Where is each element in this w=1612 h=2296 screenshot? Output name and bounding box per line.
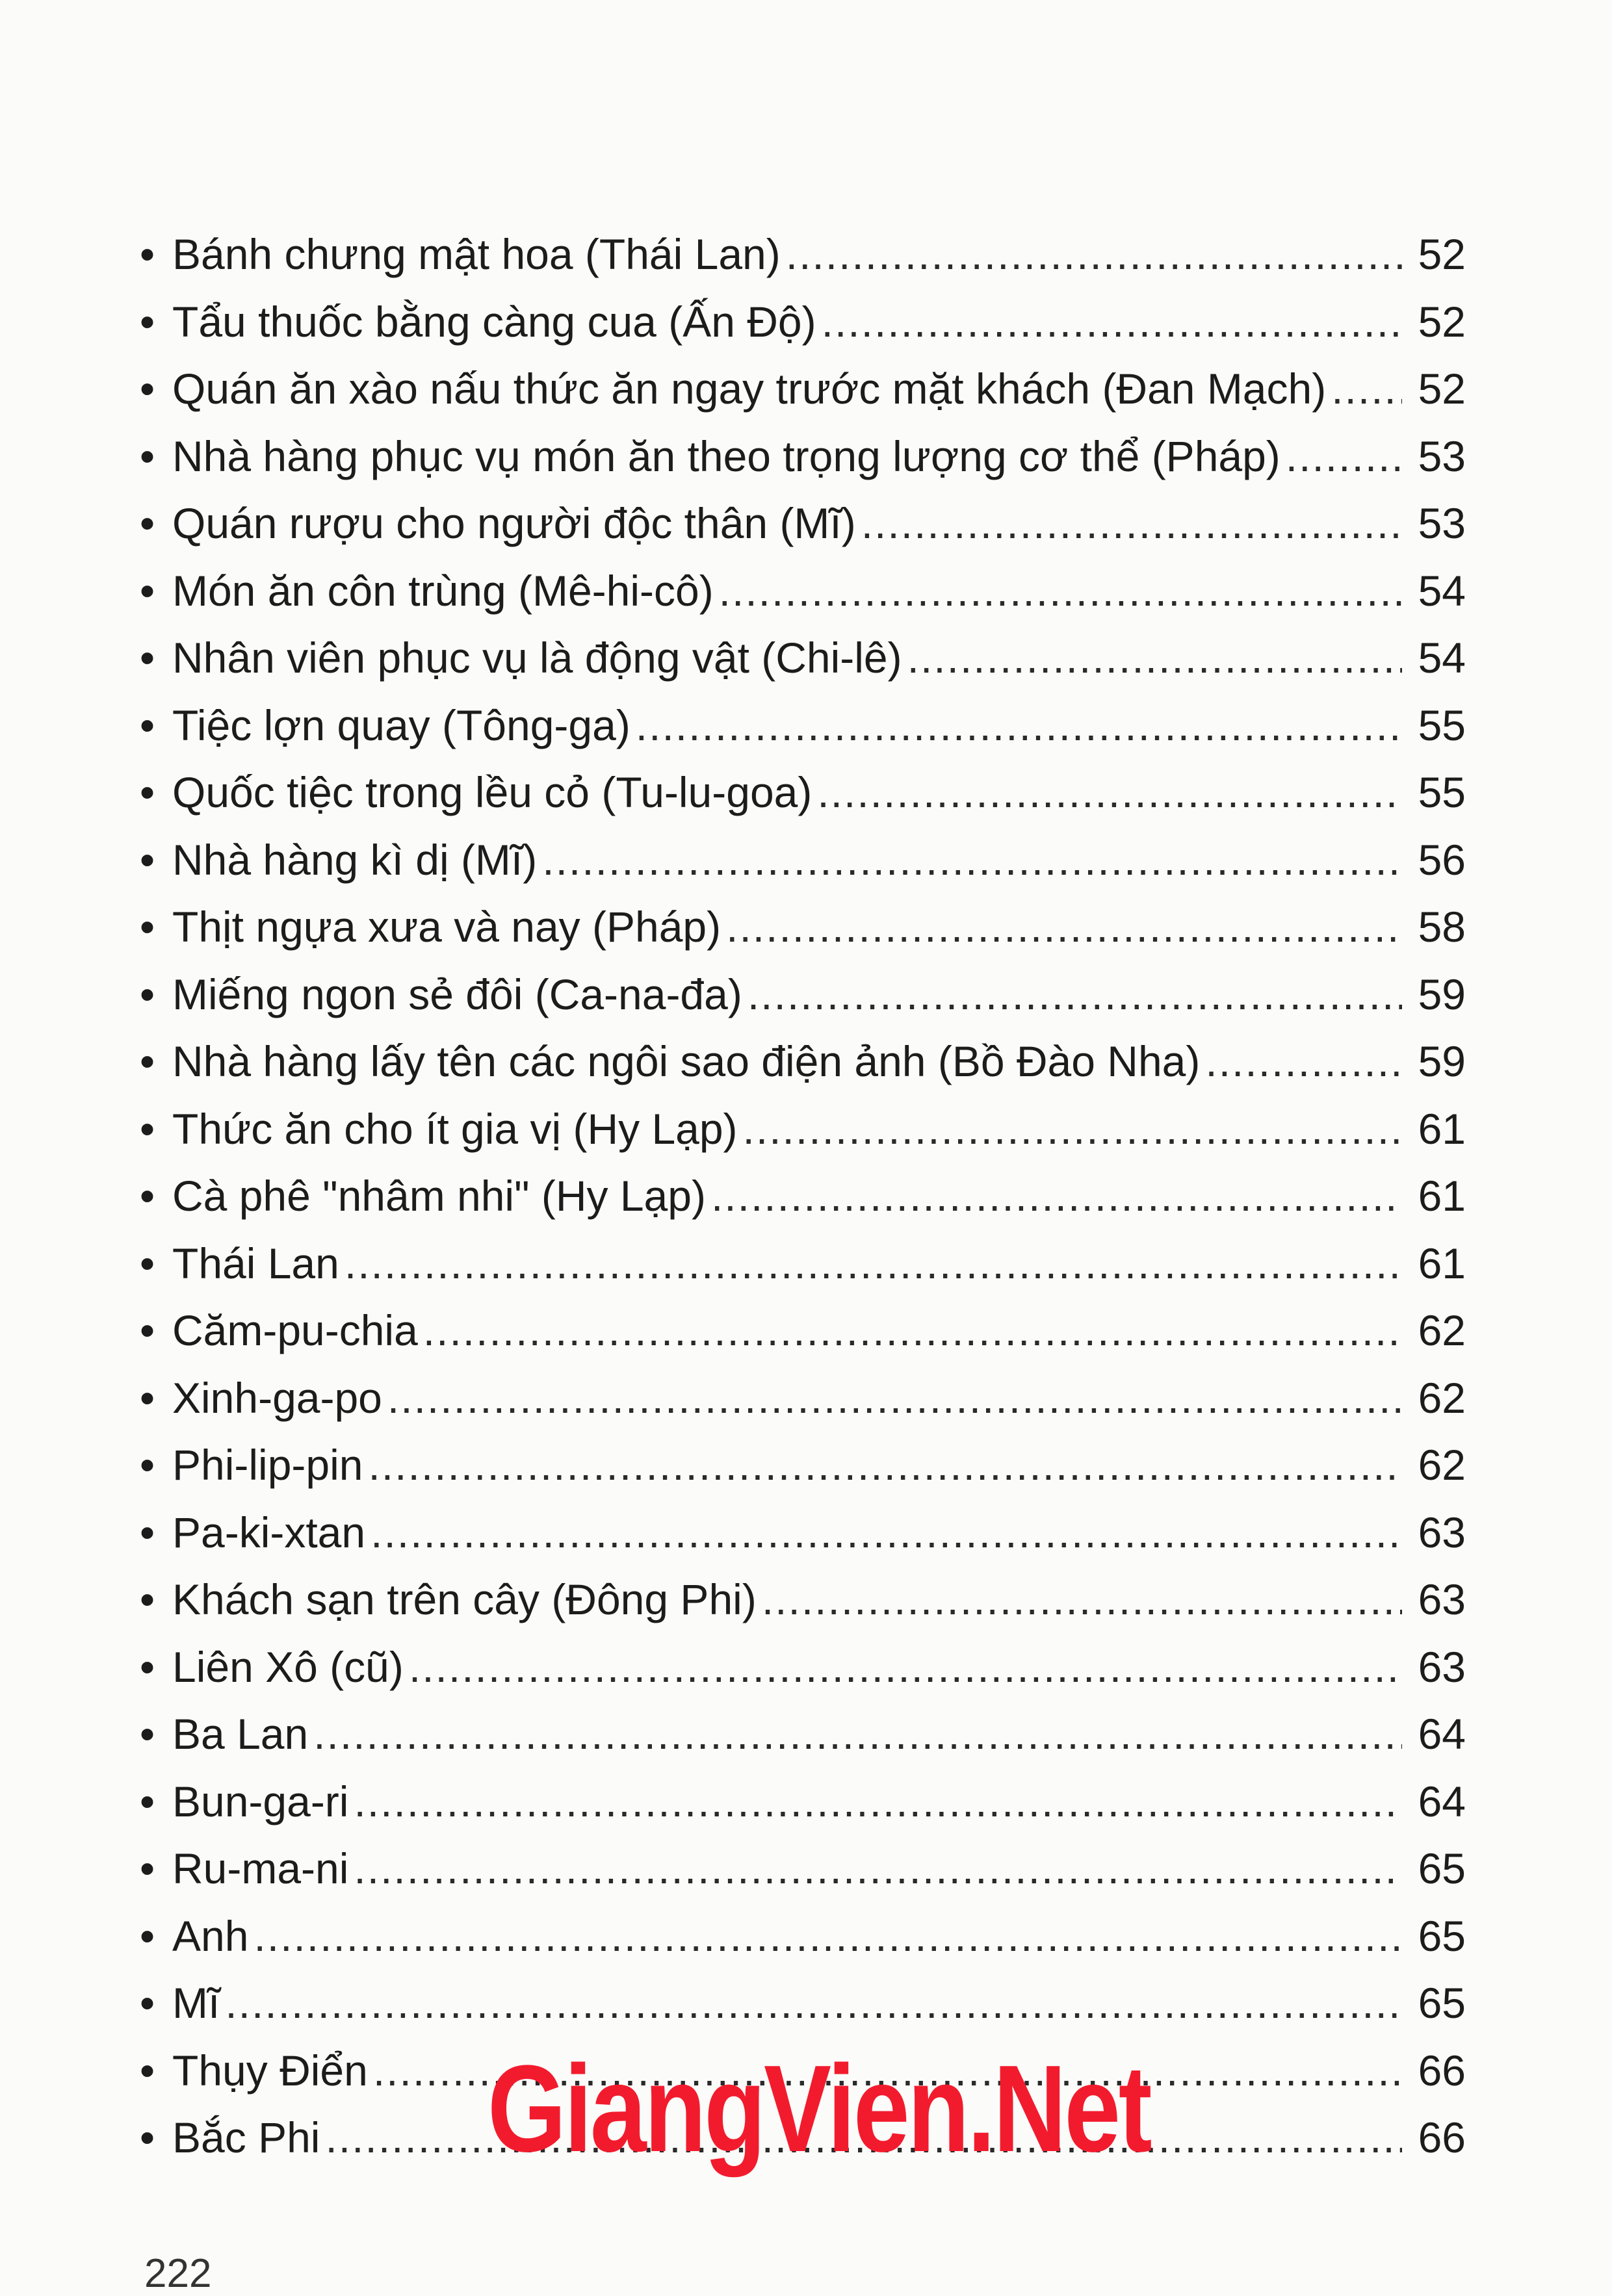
toc-entry-page: 66 <box>1418 2046 1466 2095</box>
bullet-icon: • <box>140 1306 155 1354</box>
toc-entry <box>140 1634 1466 1701</box>
toc-entry-page: 54 <box>1418 634 1466 682</box>
dot-leader <box>354 1835 1402 1903</box>
toc-entry-label: Xinh-ga-po <box>172 1373 382 1422</box>
toc-entry <box>140 355 1466 423</box>
toc-entry <box>140 827 1466 894</box>
bullet-icon: • <box>140 1777 155 1825</box>
bullet-icon: • <box>140 1575 155 1623</box>
bullet-icon: • <box>140 566 155 615</box>
toc-entry-label: Quốc tiệc trong lều cỏ (Tu-lu-goa) <box>172 768 812 816</box>
toc-entry-page: 53 <box>1418 499 1466 547</box>
bullet-icon: • <box>140 1710 155 1758</box>
dot-leader <box>368 1432 1402 1499</box>
toc-entry-label: Quán rượu cho người độc thân (Mĩ) <box>172 499 856 547</box>
toc-entry-label: Miếng ngon sẻ đôi (Ca-na-đa) <box>172 970 742 1018</box>
toc-entry-label: Thái Lan <box>172 1239 339 1287</box>
toc-entry-label: Bánh chưng mật hoa (Thái Lan) <box>172 230 781 278</box>
toc-entry-page: 65 <box>1418 1911 1466 1960</box>
toc-entry <box>140 692 1466 760</box>
toc-entry-label: Tẩu thuốc bằng càng cua (Ấn Độ) <box>172 297 816 346</box>
toc-entry <box>140 221 1466 289</box>
dot-leader <box>719 558 1402 625</box>
bullet-icon: • <box>140 1037 155 1085</box>
toc-entry-label: Bắc Phi <box>172 2113 320 2161</box>
toc-entry-page: 62 <box>1418 1306 1466 1354</box>
bullet-icon: • <box>140 1373 155 1422</box>
bullet-icon: • <box>140 835 155 884</box>
dot-leader <box>542 827 1402 894</box>
page-number: 222 <box>144 2251 212 2296</box>
toc-entry-label: Ba Lan <box>172 1710 309 1758</box>
toc-entry <box>140 1566 1466 1634</box>
dot-leader <box>1205 1028 1402 1096</box>
bullet-icon: • <box>140 1441 155 1489</box>
bullet-icon: • <box>140 432 155 480</box>
bullet-icon: • <box>140 1239 155 1287</box>
dot-leader <box>726 894 1402 961</box>
dot-leader <box>743 1096 1402 1163</box>
toc-entry <box>140 961 1466 1029</box>
toc-entry-label: Thụy Điển <box>172 2046 368 2095</box>
dot-leader <box>786 221 1402 289</box>
toc-entry-page: 63 <box>1418 1575 1466 1623</box>
toc-entry <box>140 1230 1466 1298</box>
bullet-icon: • <box>140 2113 155 2161</box>
toc-entry-page: 65 <box>1418 1844 1466 1892</box>
toc-entry-label: Bun-ga-ri <box>172 1777 349 1825</box>
dot-leader <box>822 289 1402 356</box>
toc-entry-page: 62 <box>1418 1441 1466 1489</box>
dot-leader <box>313 1701 1402 1768</box>
toc-entry <box>140 1297 1466 1365</box>
toc-entry-label: Món ăn côn trùng (Mê-hi-cô) <box>172 566 714 615</box>
dot-leader <box>636 692 1402 760</box>
toc-entry-page: 52 <box>1418 297 1466 346</box>
toc-entry-label: Nhân viên phục vụ là động vật (Chi-lê) <box>172 634 902 682</box>
dot-leader <box>1286 423 1402 491</box>
toc-entry <box>140 894 1466 961</box>
bullet-icon: • <box>140 499 155 547</box>
toc-entry-page: 52 <box>1418 230 1466 278</box>
toc-entry-page: 61 <box>1418 1239 1466 1287</box>
toc-entry-label: Mĩ <box>172 1979 220 2027</box>
toc-entry-page: 65 <box>1418 1979 1466 2027</box>
toc-entry <box>140 625 1466 692</box>
dot-leader <box>344 1230 1402 1298</box>
toc-entry-label: Liên Xô (cũ) <box>172 1642 404 1691</box>
dot-leader <box>861 490 1402 558</box>
toc-entry-label: Phi-lip-pin <box>172 1441 363 1489</box>
dot-leader <box>762 1566 1402 1634</box>
toc-entry <box>140 1432 1466 1499</box>
toc-entry <box>140 1028 1466 1096</box>
toc-entry-page: 55 <box>1418 768 1466 816</box>
toc-entry-page: 55 <box>1418 701 1466 749</box>
toc-entry <box>140 1835 1466 1903</box>
dot-leader <box>817 759 1402 827</box>
toc-entry-label: Thức ăn cho ít gia vị (Hy Lạp) <box>172 1104 738 1153</box>
bullet-icon: • <box>140 1911 155 1960</box>
toc-entry-label: Thịt ngựa xưa và nay (Pháp) <box>172 903 722 951</box>
toc-entry-page: 53 <box>1418 432 1466 480</box>
dot-leader <box>711 1163 1402 1230</box>
bullet-icon: • <box>140 2046 155 2095</box>
toc-entry-page: 58 <box>1418 903 1466 951</box>
toc-entry-page: 66 <box>1418 2113 1466 2161</box>
toc-entry-page: 59 <box>1418 1037 1466 1085</box>
toc-entry-page: 63 <box>1418 1508 1466 1556</box>
bullet-icon: • <box>140 365 155 413</box>
toc-entry-page: 54 <box>1418 566 1466 615</box>
dot-leader <box>370 1499 1402 1567</box>
toc-entry-label: Ru-ma-ni <box>172 1844 349 1892</box>
bullet-icon: • <box>140 1642 155 1691</box>
toc-entry-label: Khách sạn trên cây (Đông Phi) <box>172 1575 757 1623</box>
toc-entry-label: Anh <box>172 1911 249 1960</box>
toc-entry-label: Cà phê "nhâm nhi" (Hy Lạp) <box>172 1172 706 1220</box>
table-of-contents <box>140 221 1466 2178</box>
dot-leader <box>254 1903 1402 1970</box>
dot-leader <box>1331 355 1402 423</box>
bullet-icon: • <box>140 1172 155 1220</box>
toc-entry <box>140 423 1466 491</box>
toc-entry <box>140 558 1466 625</box>
toc-entry-page: 63 <box>1418 1642 1466 1691</box>
toc-entry-page: 61 <box>1418 1172 1466 1220</box>
bullet-icon: • <box>140 1104 155 1153</box>
toc-entry <box>140 1970 1466 2037</box>
bullet-icon: • <box>140 297 155 346</box>
dot-leader <box>748 961 1402 1029</box>
bullet-icon: • <box>140 230 155 278</box>
toc-entry-page: 52 <box>1418 365 1466 413</box>
toc-entry <box>140 1365 1466 1432</box>
dot-leader <box>907 625 1402 692</box>
toc-entry <box>140 289 1466 356</box>
bullet-icon: • <box>140 768 155 816</box>
dot-leader <box>387 1365 1402 1432</box>
toc-entry-page: 64 <box>1418 1710 1466 1758</box>
toc-entry <box>140 1096 1466 1163</box>
toc-entry-label: Nhà hàng kì dị (Mĩ) <box>172 835 538 884</box>
dot-leader <box>225 1970 1402 2037</box>
toc-entry <box>140 490 1466 558</box>
bullet-icon: • <box>140 903 155 951</box>
toc-entry <box>140 1768 1466 1836</box>
toc-entry-label: Tiệc lợn quay (Tông-ga) <box>172 701 630 749</box>
watermark-logo: GiangVien.Net <box>488 2040 1150 2178</box>
toc-entry <box>140 759 1466 827</box>
bullet-icon: • <box>140 701 155 749</box>
toc-entry-label: Quán ăn xào nấu thức ăn ngay trước mặt khách (Đan Mạch) <box>172 365 1327 413</box>
toc-entry <box>140 1163 1466 1230</box>
toc-entry-label: Nhà hàng phục vụ món ăn theo trọng lượng cơ thể (Pháp) <box>172 432 1280 480</box>
toc-entry-page: 61 <box>1418 1104 1466 1153</box>
dot-leader <box>409 1634 1402 1701</box>
toc-entry <box>140 1701 1466 1768</box>
bullet-icon: • <box>140 1844 155 1892</box>
toc-entry <box>140 1499 1466 1567</box>
toc-entry-page: 64 <box>1418 1777 1466 1825</box>
bullet-icon: • <box>140 1508 155 1556</box>
toc-entry <box>140 1903 1466 1970</box>
bullet-icon: • <box>140 970 155 1018</box>
toc-entry-label: Căm-pu-chia <box>172 1306 418 1354</box>
toc-entry-label: Pa-ki-xtan <box>172 1508 366 1556</box>
toc-entry-page: 62 <box>1418 1373 1466 1422</box>
bullet-icon: • <box>140 634 155 682</box>
dot-leader <box>423 1297 1402 1365</box>
bullet-icon: • <box>140 1979 155 2027</box>
toc-entry-page: 56 <box>1418 835 1466 884</box>
dot-leader <box>354 1768 1402 1836</box>
toc-entry-label: Nhà hàng lấy tên các ngôi sao điện ảnh (Bồ Đào Nha) <box>172 1037 1201 1085</box>
toc-entry-page: 59 <box>1418 970 1466 1018</box>
